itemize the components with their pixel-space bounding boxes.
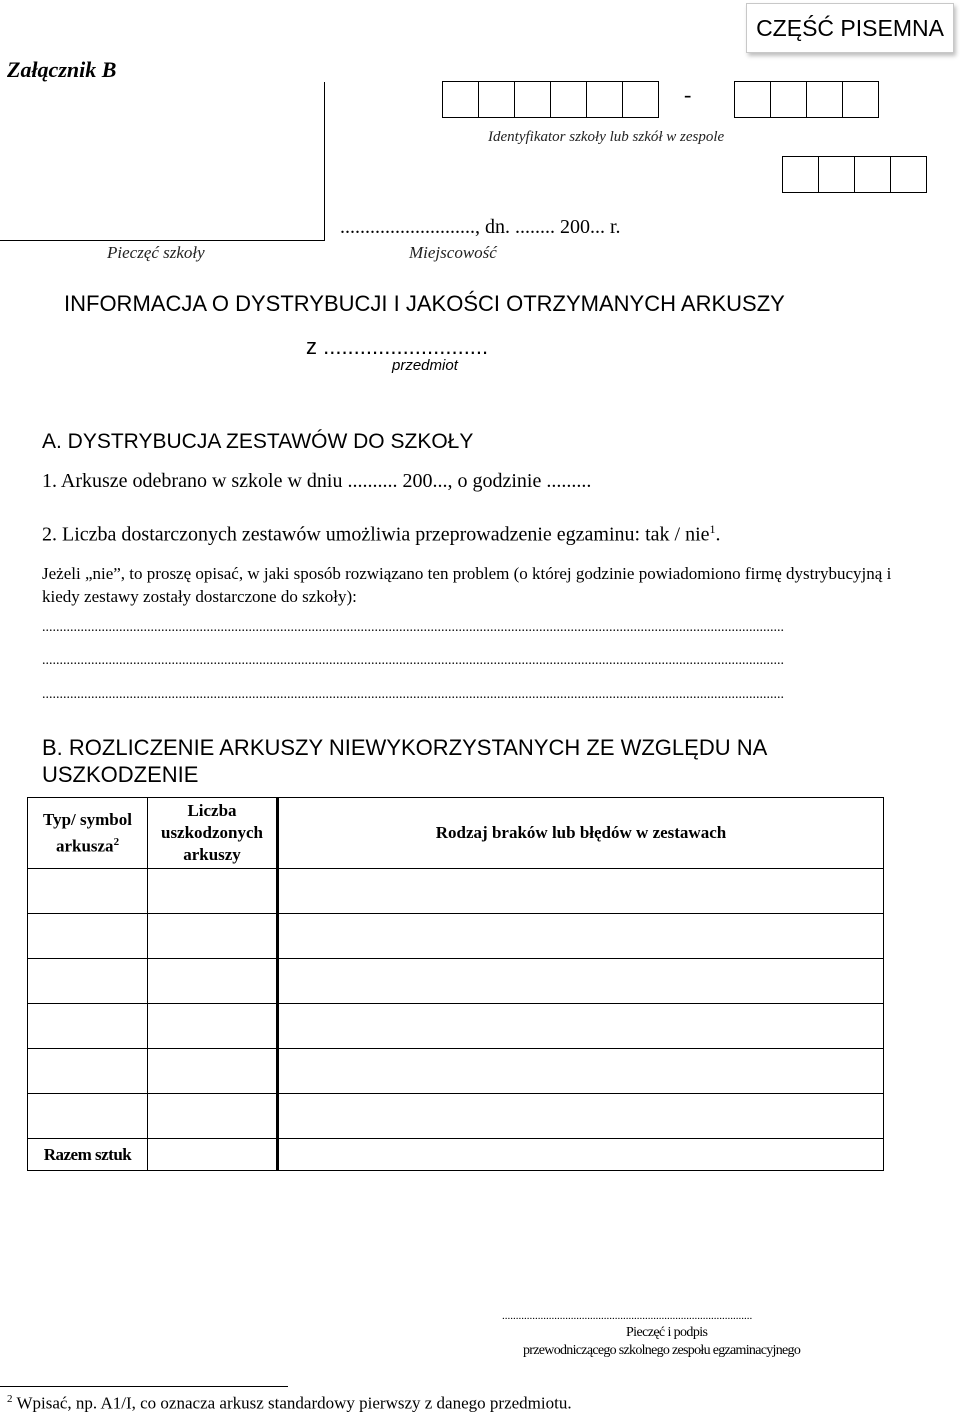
- table-cell[interactable]: [28, 869, 148, 914]
- stamp-area-border: [324, 82, 325, 240]
- table-row: [28, 914, 884, 959]
- answer-line-3[interactable]: ....................................................................................................................................................................................................................: [42, 687, 784, 702]
- table-row: [28, 959, 884, 1004]
- table-cell[interactable]: [28, 914, 148, 959]
- section-b-heading: B. ROZLICZENIE ARKUSZY NIEWYKORZYSTANYCH ZE WZGLĘDU NA USZKODZENIE: [42, 735, 767, 787]
- place-label: Miejscowość: [409, 243, 497, 262]
- subject-label: przedmiot: [392, 357, 458, 374]
- col-defect-type: Rodzaj braków lub błędów w zestawach: [278, 798, 884, 869]
- school-id-boxes-row1: [443, 81, 879, 118]
- footnote-rule: [0, 1386, 288, 1387]
- id-digit-box[interactable]: [818, 156, 855, 193]
- footnote: [7, 1393, 572, 1414]
- table-cell[interactable]: [148, 1049, 278, 1094]
- table-cell[interactable]: [278, 914, 884, 959]
- id-digit-box[interactable]: [514, 81, 551, 118]
- table-cell[interactable]: [28, 959, 148, 1004]
- col-damaged-count: Liczba uszkodzonych arkuszy: [148, 798, 278, 869]
- id-digit-box[interactable]: [442, 81, 479, 118]
- part-label: CZĘŚĆ PISEMNA: [756, 14, 944, 41]
- signature-label: Pieczęć i podpis: [626, 1325, 708, 1340]
- table-row: [28, 1094, 884, 1139]
- id-digit-box[interactable]: [770, 81, 807, 118]
- table-cell[interactable]: [278, 1049, 884, 1094]
- id-digit-box[interactable]: [550, 81, 587, 118]
- table-cell[interactable]: [148, 959, 278, 1004]
- id-digit-box[interactable]: [734, 81, 771, 118]
- total-count-cell[interactable]: [148, 1139, 278, 1171]
- table-row: [28, 1004, 884, 1049]
- id-digit-box[interactable]: [782, 156, 819, 193]
- total-label: Razem sztuk: [28, 1139, 148, 1171]
- id-dash: -: [684, 82, 692, 107]
- id-digit-box[interactable]: [890, 156, 927, 193]
- id-digit-box[interactable]: [806, 81, 843, 118]
- id-digit-box[interactable]: [622, 81, 659, 118]
- damaged-sheets-table: [27, 797, 884, 1171]
- id-digit-box[interactable]: [842, 81, 879, 118]
- signature-role: przewodniczącego szkolnego zespołu egzaminacyjnego: [523, 1343, 801, 1358]
- answer-line-1[interactable]: ....................................................................................................................................................................................................................: [42, 620, 784, 635]
- id-label: Identyfikator szkoły lub szkół w zespole: [488, 129, 725, 145]
- footnote-text: Wpisać, np. A1/I, co oznacza arkusz standardowy pierwszy z danego przedmiotu.: [12, 1393, 572, 1413]
- signature-line[interactable]: ...........................................................................................: [502, 1310, 753, 1322]
- item-2-end: .: [715, 523, 721, 546]
- table-cell[interactable]: [148, 1004, 278, 1049]
- answer-line-2[interactable]: ....................................................................................................................................................................................................................: [42, 653, 784, 668]
- table-cell[interactable]: [28, 1004, 148, 1049]
- table-cell[interactable]: [148, 914, 278, 959]
- id-dash-gap: [659, 81, 735, 118]
- place-date-line[interactable]: ..........................., dn. ........ 200... r.: [340, 216, 621, 238]
- col-type-symbol: Typ/ symbol arkusza$^2$: [28, 798, 148, 869]
- table-header-row: [28, 798, 884, 869]
- table-row: [28, 1049, 884, 1094]
- subject-line[interactable]: z ...........................: [306, 334, 489, 359]
- table-cell[interactable]: [148, 869, 278, 914]
- section-a-heading: A. DYSTRYBUCJA ZESTAWÓW DO SZKOŁY: [42, 430, 474, 453]
- stamp-label: Pieczęć szkoły: [107, 243, 205, 262]
- part-label-box: [746, 3, 954, 53]
- table-cell[interactable]: [278, 1004, 884, 1049]
- footnote-ref: 1: [709, 522, 716, 536]
- table-cell[interactable]: [28, 1094, 148, 1139]
- section-a-item-2[interactable]: [42, 522, 721, 547]
- table-row: [28, 869, 884, 914]
- document-title: INFORMACJA O DYSTRYBUCJI I JAKOŚCI OTRZYMANYCH ARKUSZY: [64, 291, 785, 316]
- section-a-item-1[interactable]: 1. Arkusze odebrano w szkole w dniu .......... 200..., o godzinie .........: [42, 470, 592, 492]
- total-note-cell[interactable]: [278, 1139, 884, 1171]
- table-cell[interactable]: [278, 959, 884, 1004]
- table-cell[interactable]: [148, 1094, 278, 1139]
- id-digit-box[interactable]: [478, 81, 515, 118]
- annex-label: Załącznik B: [7, 57, 117, 82]
- stamp-area-baseline: [0, 240, 325, 241]
- id-digit-box[interactable]: [854, 156, 891, 193]
- table-cell[interactable]: [278, 869, 884, 914]
- table-cell[interactable]: [278, 1094, 884, 1139]
- footnote-mark: 2: [7, 1393, 13, 1405]
- id-digit-box[interactable]: [586, 81, 623, 118]
- table-cell[interactable]: [28, 1049, 148, 1094]
- school-id-boxes-row2: [783, 156, 927, 193]
- item-2-text: 2. Liczba dostarczonych zestawów umożliwia przeprowadzenie egzaminu: tak / nie: [42, 523, 710, 546]
- table-total-row: [28, 1139, 884, 1171]
- section-a-note: Jeżeli „nie”, to proszę opisać, w jaki sposób rozwiązano ten problem (o której godzinie powiadomiono firmę dystrybucyjną i kiedy zestawy zostały dostarczone do szkoły):: [42, 564, 892, 606]
